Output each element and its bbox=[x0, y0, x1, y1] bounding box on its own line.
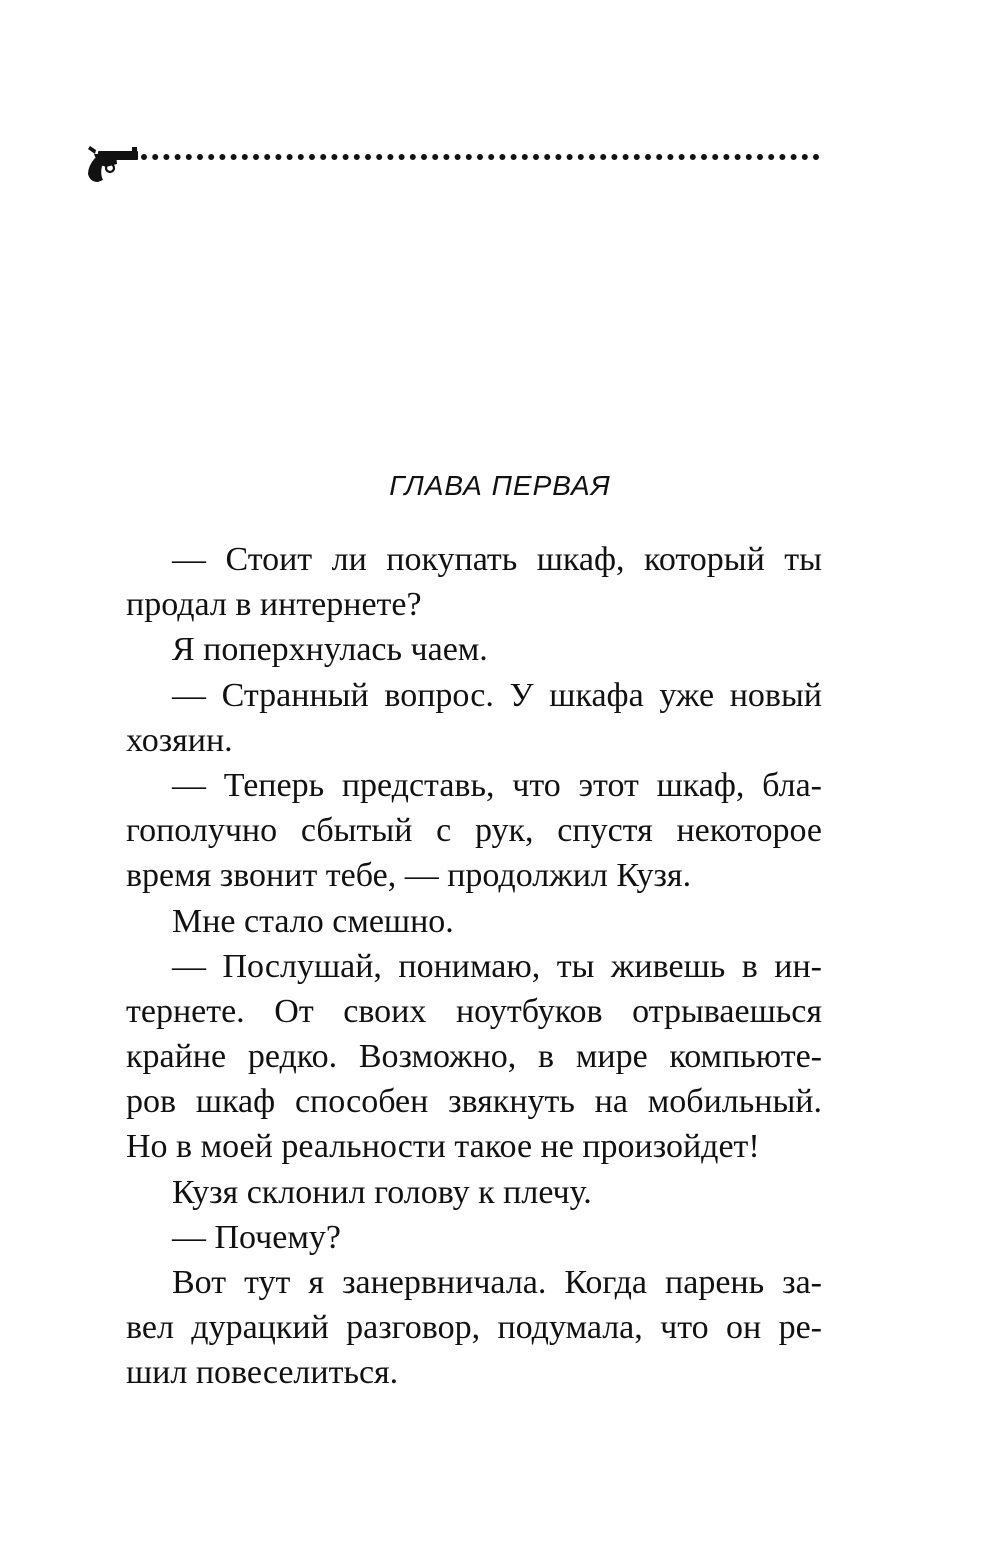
rule-dot bbox=[589, 154, 595, 160]
rule-dot bbox=[746, 154, 752, 160]
text-line: хозяин. bbox=[126, 721, 233, 759]
rule-dot bbox=[600, 154, 606, 160]
rule-dot bbox=[802, 154, 808, 160]
text-line: — Послушай, понимаю, ты живешь в ин- bbox=[172, 947, 822, 985]
text-line: вел дурацкий разговор, подумала, что он ре- bbox=[126, 1309, 822, 1347]
rule-dot bbox=[264, 154, 270, 160]
rule-dot bbox=[175, 154, 181, 160]
text-line: — Странный вопрос. У шкафа уже новый bbox=[172, 676, 822, 714]
text-line: шил повеселиться. bbox=[126, 1354, 399, 1392]
rule-dot bbox=[555, 154, 561, 160]
rule-dot bbox=[634, 154, 640, 160]
rule-dot bbox=[331, 154, 337, 160]
text-line: — Стоит ли покупать шкаф, который ты bbox=[172, 541, 822, 578]
rule-dot bbox=[466, 154, 472, 160]
text-line: продал в интернете? bbox=[126, 586, 422, 624]
rule-dot bbox=[578, 154, 584, 160]
rule-dot bbox=[298, 154, 304, 160]
rule-dot bbox=[611, 154, 617, 160]
rule-dot bbox=[690, 154, 696, 160]
rule-dot bbox=[253, 154, 259, 160]
rule-dot bbox=[275, 154, 281, 160]
text-line: — Теперь представь, что этот шкаф, бла- bbox=[172, 766, 822, 804]
body-text bbox=[126, 537, 822, 1396]
rule-dot bbox=[421, 154, 427, 160]
rule-dot bbox=[813, 154, 819, 160]
text-line: ров шкаф способен звякнуть на мобильный. bbox=[126, 1083, 822, 1121]
rule-dot bbox=[410, 154, 416, 160]
rule-dot bbox=[242, 154, 248, 160]
rule-dot bbox=[757, 154, 763, 160]
rule-dot bbox=[376, 154, 382, 160]
rule-dot bbox=[231, 154, 237, 160]
text-line: Я поперхнулась чаем. bbox=[172, 631, 488, 669]
rule-dot bbox=[499, 154, 505, 160]
rule-dot bbox=[287, 154, 293, 160]
rule-dot bbox=[522, 154, 528, 160]
revolver-dotted-rule bbox=[86, 140, 826, 190]
rule-dot bbox=[208, 154, 214, 160]
rule-dot bbox=[701, 154, 707, 160]
rule-dot bbox=[354, 154, 360, 160]
rule-dot bbox=[533, 154, 539, 160]
rule-dot bbox=[163, 154, 169, 160]
text-line: Кузя склонил голову к плечу. bbox=[172, 1173, 592, 1211]
rule-dot bbox=[488, 154, 494, 160]
rule-dot bbox=[186, 154, 192, 160]
text-line: — Почему? bbox=[172, 1218, 341, 1256]
rule-dot bbox=[477, 154, 483, 160]
rule-dot bbox=[197, 154, 203, 160]
rule-dot bbox=[399, 154, 405, 160]
rule-dot bbox=[320, 154, 326, 160]
rule-dot bbox=[779, 154, 785, 160]
rule-dot bbox=[645, 154, 651, 160]
rule-dot bbox=[455, 154, 461, 160]
rule-dot bbox=[343, 154, 349, 160]
text-line: Вот тут я занервничала. Когда парень за- bbox=[172, 1264, 822, 1301]
rule-dot bbox=[365, 154, 371, 160]
rule-dot bbox=[667, 154, 673, 160]
rule-dot bbox=[544, 154, 550, 160]
rule-dot bbox=[735, 154, 741, 160]
rule-dot bbox=[768, 154, 774, 160]
text-line: время звонит тебе, — продолжил Кузя. bbox=[126, 857, 692, 895]
rule-dot bbox=[567, 154, 573, 160]
rule-dot bbox=[791, 154, 797, 160]
rule-dot bbox=[723, 154, 729, 160]
rule-dot bbox=[623, 154, 629, 160]
text-line: Но в моей реальности такое не произойдет! bbox=[126, 1128, 760, 1166]
text-line: Мне стало смешно. bbox=[172, 902, 454, 940]
rule-dot bbox=[712, 154, 718, 160]
rule-dot bbox=[656, 154, 662, 160]
header-ornament bbox=[86, 140, 826, 190]
rule-dot bbox=[141, 154, 147, 160]
rule-dot bbox=[679, 154, 685, 160]
rule-dot bbox=[309, 154, 315, 160]
text-line: крайне редко. Возможно, в мире компьюте- bbox=[126, 1038, 822, 1076]
chapter-heading: ГЛАВА ПЕРВАЯ bbox=[389, 470, 611, 501]
rule-dot bbox=[219, 154, 225, 160]
dotted-rule bbox=[141, 154, 819, 160]
rule-dot bbox=[511, 154, 517, 160]
rule-dot bbox=[152, 154, 158, 160]
rule-dot bbox=[443, 154, 449, 160]
text-line: гополучно сбытый с рук, спустя некоторое bbox=[126, 812, 822, 850]
text-line: тернете. От своих ноутбуков отрываешься bbox=[126, 992, 822, 1030]
rule-dot bbox=[387, 154, 393, 160]
revolver-icon bbox=[88, 146, 138, 182]
rule-dot bbox=[432, 154, 438, 160]
